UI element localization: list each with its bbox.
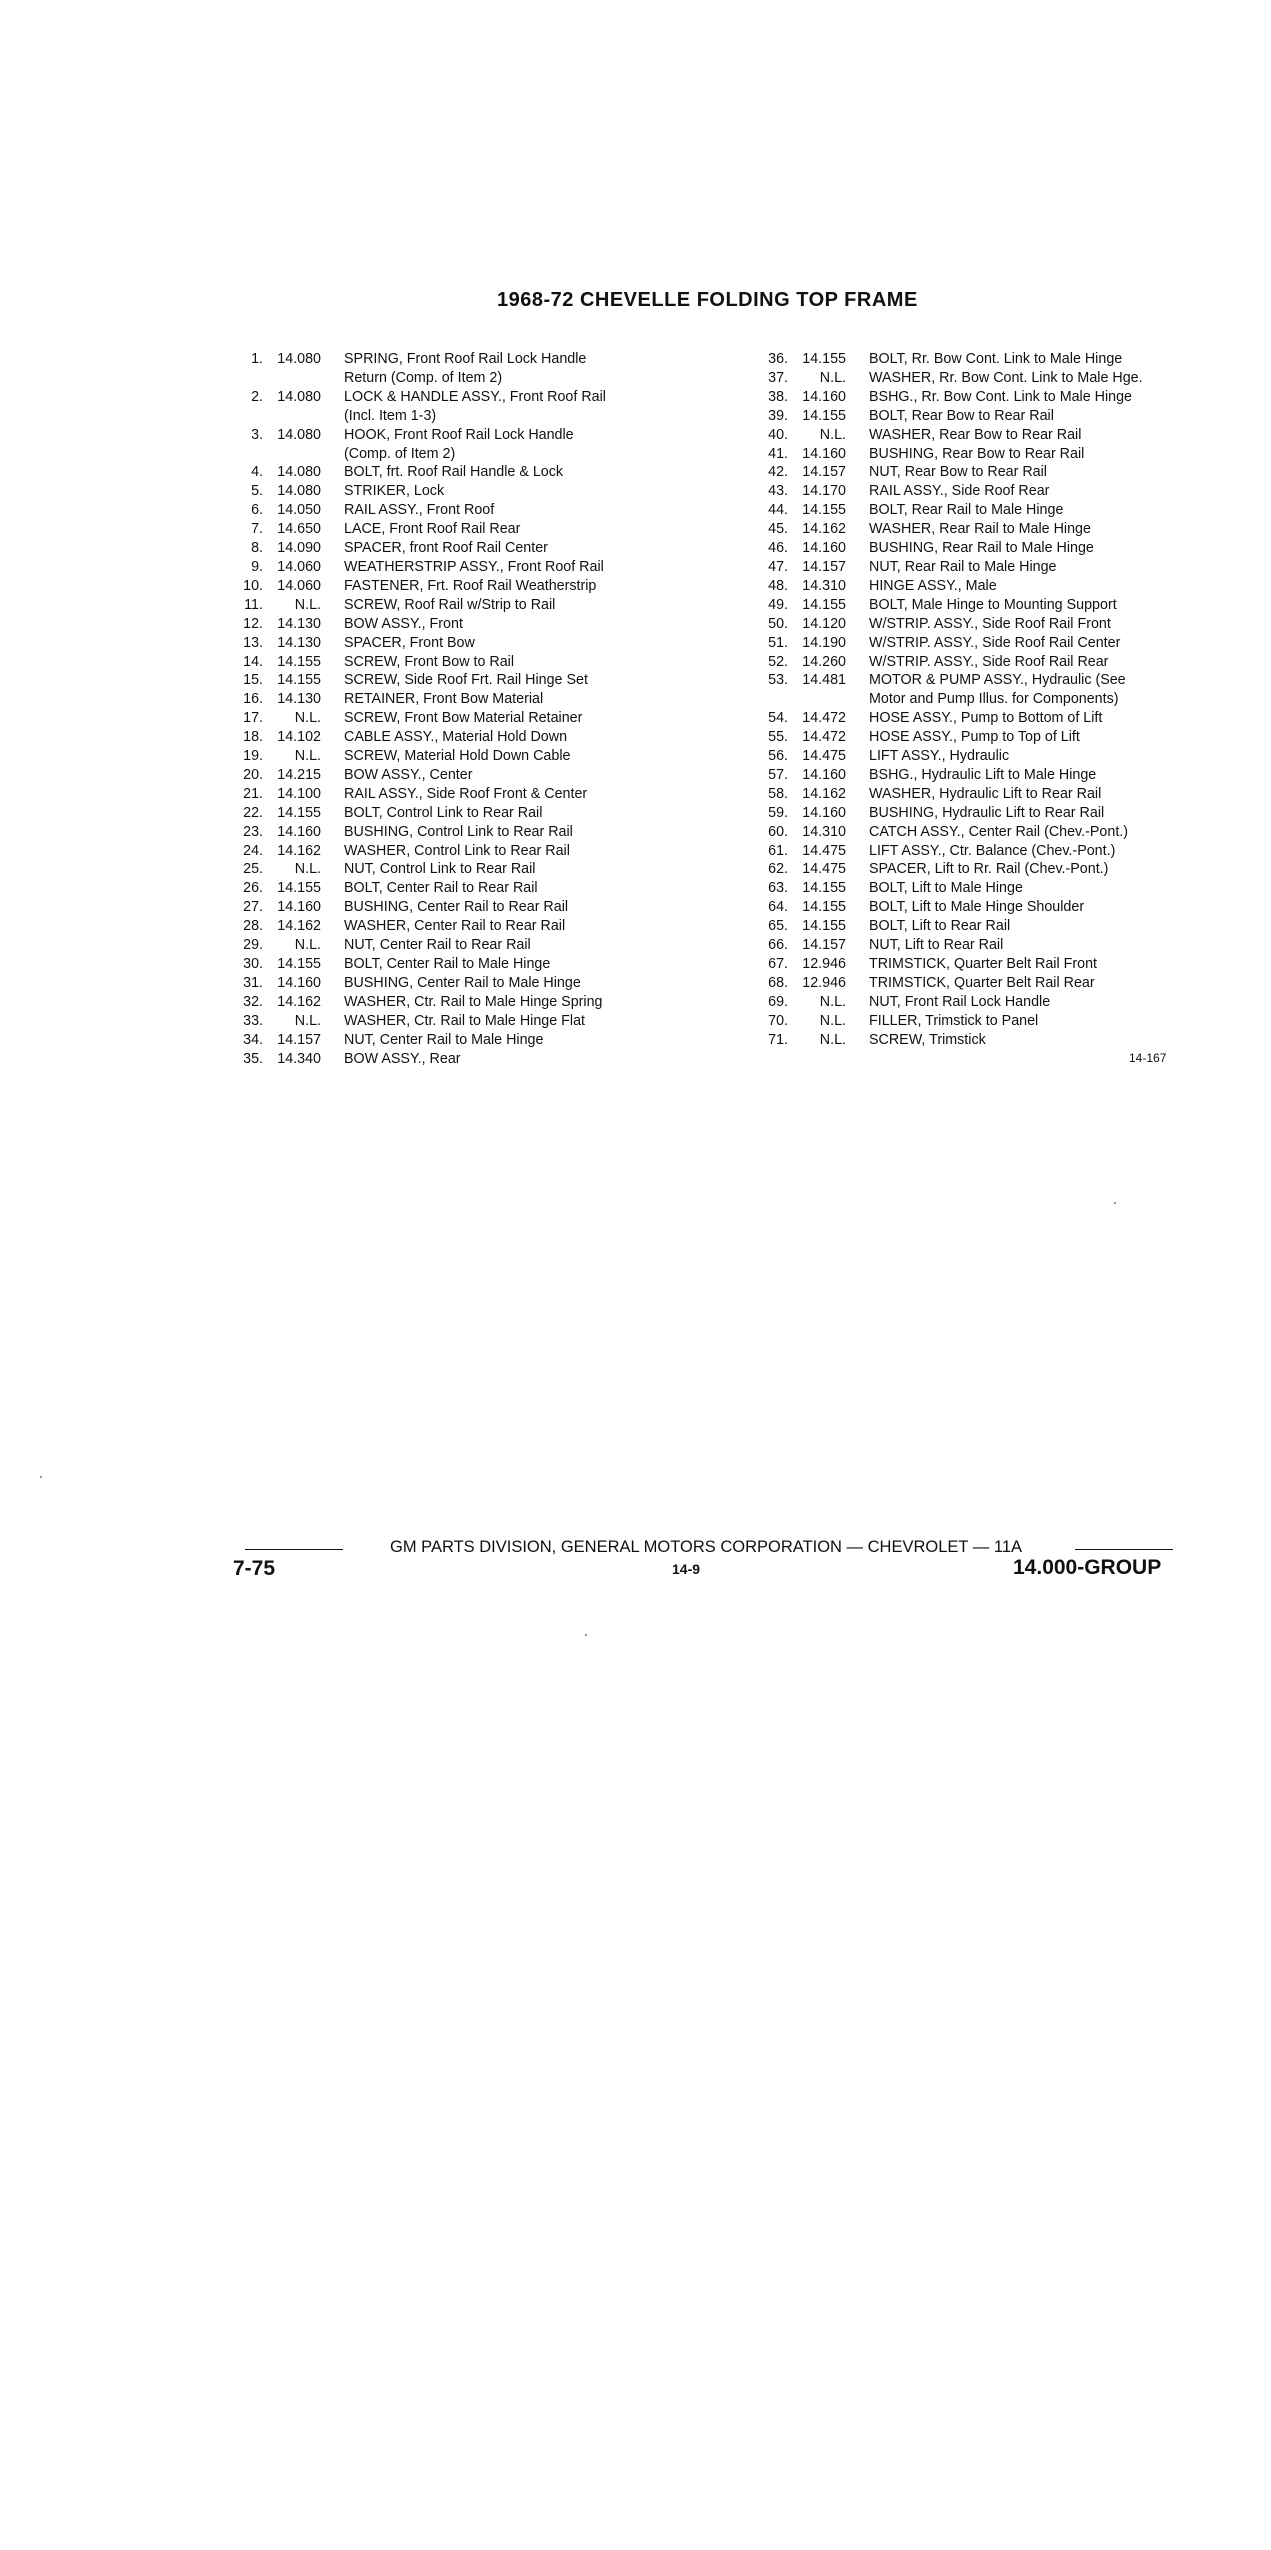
part-row (215, 747, 735, 766)
part-row (215, 1031, 735, 1050)
part-row (740, 1031, 1220, 1050)
scan-speck (585, 1634, 587, 1636)
part-number: 38. (768, 388, 788, 405)
part-group-code: 14.472 (802, 710, 846, 727)
part-description: BOLT, Center Rail to Male Hinge (344, 956, 551, 972)
part-number: 22. (243, 804, 263, 821)
part-row (740, 823, 1220, 842)
part-number: 9. (251, 558, 263, 575)
part-group-code: N.L. (819, 369, 846, 386)
part-group-code: 14.170 (802, 483, 846, 500)
part-group-code: 14.190 (802, 634, 846, 651)
part-group-code: 14.155 (802, 899, 846, 916)
part-description: HOSE ASSY., Pump to Bottom of Lift (869, 710, 1103, 727)
part-group-code: 14.050 (277, 502, 321, 519)
part-group-code: 14.162 (277, 918, 321, 935)
part-group-code: 14.475 (802, 861, 846, 878)
part-description: BUSHING, Control Link to Rear Rail (344, 823, 573, 840)
part-row (740, 653, 1220, 672)
part-description: SCREW, Front Bow Material Retainer (344, 710, 583, 727)
part-row (215, 842, 735, 861)
part-row (740, 728, 1220, 747)
part-row (740, 842, 1220, 861)
part-row (215, 785, 735, 804)
part-row (740, 860, 1220, 879)
footer-corporation: GM PARTS DIVISION, GENERAL MOTORS CORPORATION — CHEVROLET — 11A (390, 1538, 1023, 1556)
part-number: 19. (243, 748, 263, 765)
part-description: BOLT, Lift to Male Hinge (869, 880, 1023, 897)
part-number: 24. (243, 842, 263, 859)
part-description: STRIKER, Lock (344, 483, 445, 500)
part-group-code: N.L. (819, 1012, 846, 1029)
part-description: W/STRIP. ASSY., Side Roof Rail Front (869, 615, 1111, 632)
part-number: 64. (768, 899, 788, 916)
part-group-code: 14.155 (277, 880, 321, 897)
part-number: 29. (243, 937, 263, 954)
part-row (215, 520, 735, 539)
part-description: LOCK & HANDLE ASSY., Front Roof Rail (Incl. Item 1-3) (344, 388, 606, 424)
part-group-code: N.L. (294, 937, 321, 954)
part-row (215, 709, 735, 728)
part-row (215, 388, 735, 426)
part-number: 52. (768, 653, 788, 670)
part-description: CATCH ASSY., Center Rail (Chev.-Pont.) (869, 823, 1129, 840)
part-row (740, 501, 1220, 520)
part-row (215, 993, 735, 1012)
part-description: BOLT, Rear Rail to Male Hinge (869, 502, 1064, 519)
part-row (740, 936, 1220, 955)
part-row (215, 823, 735, 842)
part-number: 5. (251, 483, 263, 500)
part-description: WASHER, Rear Bow to Rear Rail (869, 426, 1082, 443)
part-description: NUT, Rear Rail to Male Hinge (869, 558, 1057, 575)
part-row (740, 407, 1220, 426)
part-row (740, 369, 1220, 388)
part-group-code: 14.080 (277, 483, 321, 500)
part-number: 65. (768, 918, 788, 935)
part-description: BOLT, frt. Roof Rail Handle & Lock (344, 464, 564, 481)
part-group-code: N.L. (294, 596, 321, 613)
part-description: WASHER, Rr. Bow Cont. Link to Male Hge. (869, 369, 1143, 386)
part-description: HOSE ASSY., Pump to Top of Lift (869, 729, 1080, 746)
part-description: BOW ASSY., Rear (344, 1050, 461, 1067)
part-description: CABLE ASSY., Material Hold Down (344, 729, 568, 746)
part-number: 39. (768, 407, 788, 424)
part-group-code: 14.157 (802, 558, 846, 575)
part-number: 63. (768, 880, 788, 897)
part-number: 60. (768, 823, 788, 840)
part-row (215, 936, 735, 955)
part-number: 51. (768, 634, 788, 651)
part-description: BOLT, Control Link to Rear Rail (344, 804, 543, 821)
part-group-code: 14.157 (802, 937, 846, 954)
part-group-code: 14.130 (277, 634, 321, 651)
part-group-code: 14.080 (277, 426, 321, 443)
part-number: 70. (768, 1012, 788, 1029)
part-description: HINGE ASSY., Male (869, 577, 997, 594)
part-row (215, 558, 735, 577)
part-row (215, 690, 735, 709)
part-row (740, 426, 1220, 445)
part-number: 4. (251, 464, 263, 481)
part-group-code: 14.155 (802, 918, 846, 935)
part-description: FILLER, Trimstick to Panel (869, 1012, 1039, 1029)
part-number: 31. (243, 974, 263, 991)
part-group-code: 14.102 (277, 729, 321, 746)
part-number: 54. (768, 710, 788, 727)
part-group-code: 14.155 (277, 804, 321, 821)
part-group-code: 14.155 (277, 672, 321, 689)
part-number: 44. (768, 502, 788, 519)
part-group-code: 14.340 (277, 1050, 321, 1067)
part-row (215, 879, 735, 898)
part-number: 46. (768, 540, 788, 557)
part-number: 71. (768, 1031, 788, 1048)
part-description: SCREW, Trimstick (869, 1031, 986, 1048)
part-row (215, 539, 735, 558)
part-group-code: 14.310 (802, 577, 846, 594)
scan-speck (40, 1476, 42, 1478)
part-number: 32. (243, 993, 263, 1010)
part-description: SCREW, Material Hold Down Cable (344, 748, 571, 765)
part-description: WASHER, Ctr. Rail to Male Hinge Flat (344, 1012, 585, 1029)
part-row (740, 747, 1220, 766)
part-row (215, 671, 735, 690)
part-row (740, 577, 1220, 596)
part-group-code: 14.160 (802, 766, 846, 783)
part-number: 30. (243, 956, 263, 972)
part-group-code: N.L. (294, 861, 321, 878)
part-description: NUT, Lift to Rear Rail (869, 937, 1004, 954)
part-number: 25. (243, 861, 263, 878)
part-group-code: 14.155 (802, 351, 846, 367)
part-description: SCREW, Front Bow to Rail (344, 653, 515, 670)
part-group-code: 14.155 (802, 596, 846, 613)
part-description: WASHER, Control Link to Rear Rail (344, 842, 570, 859)
part-row (740, 634, 1220, 653)
part-row (740, 1012, 1220, 1031)
part-row (740, 766, 1220, 785)
part-group-code: 14.090 (277, 540, 321, 557)
part-number: 18. (243, 729, 263, 746)
part-description: NUT, Center Rail to Rear Rail (344, 937, 531, 954)
footer-rule-right (1075, 1549, 1173, 1550)
part-group-code: 14.160 (802, 540, 846, 557)
part-number: 8. (251, 540, 263, 557)
part-row (740, 879, 1220, 898)
part-group-code: 14.310 (802, 823, 846, 840)
part-group-code: 14.100 (277, 785, 321, 802)
part-number: 49. (768, 596, 788, 613)
part-group-code: 14.155 (277, 653, 321, 670)
part-number: 34. (243, 1031, 263, 1048)
part-group-code: 14.155 (802, 502, 846, 519)
part-row (740, 558, 1220, 577)
part-number: 7. (251, 521, 263, 538)
part-number: 21. (243, 785, 263, 802)
part-row (215, 728, 735, 747)
part-description: WASHER, Hydraulic Lift to Rear Rail (869, 785, 1102, 802)
part-number: 48. (768, 577, 788, 594)
part-group-code: 14.160 (802, 445, 846, 462)
part-number: 67. (768, 956, 788, 972)
part-row (215, 482, 735, 501)
part-group-code: 14.080 (277, 464, 321, 481)
part-group-code: 12.946 (802, 974, 846, 991)
part-description: BOLT, Center Rail to Rear Rail (344, 880, 538, 897)
part-description: SCREW, Roof Rail w/Strip to Rail (344, 596, 556, 613)
part-group-code: N.L. (819, 993, 846, 1010)
page-title: 1968-72 CHEVELLE FOLDING TOP FRAME (497, 289, 918, 311)
footer-date: 7-75 (233, 1557, 276, 1580)
part-description: LIFT ASSY., Hydraulic (869, 748, 1010, 765)
part-row (215, 463, 735, 482)
part-number: 62. (768, 861, 788, 878)
part-number: 50. (768, 615, 788, 632)
part-number: 57. (768, 766, 788, 783)
part-number: 27. (243, 899, 263, 916)
part-number: 61. (768, 842, 788, 859)
part-row (215, 653, 735, 672)
part-description: BOLT, Rear Bow to Rear Rail (869, 407, 1054, 424)
part-number: 36. (768, 351, 788, 367)
part-row (740, 898, 1220, 917)
part-number: 11. (244, 596, 263, 613)
part-description: NUT, Rear Bow to Rear Rail (869, 464, 1047, 481)
part-row (215, 350, 735, 388)
part-group-code: N.L. (819, 1031, 846, 1048)
part-row (740, 917, 1220, 936)
part-group-code: 14.130 (277, 615, 321, 632)
footer-group: 14.000-GROUP (1013, 1556, 1162, 1579)
part-row (215, 860, 735, 879)
part-description: RAIL ASSY., Side Roof Front & Center (344, 785, 588, 802)
part-group-code: 14.162 (277, 842, 321, 859)
part-number: 3. (251, 426, 263, 443)
part-group-code: 14.475 (802, 748, 846, 765)
part-description: WASHER, Rear Rail to Male Hinge (869, 521, 1091, 538)
part-description: WASHER, Ctr. Rail to Male Hinge Spring (344, 993, 603, 1010)
part-number: 45. (768, 521, 788, 538)
part-row (215, 596, 735, 615)
part-row (740, 709, 1220, 728)
part-group-code: 14.650 (277, 521, 321, 538)
part-group-code: 14.475 (802, 842, 846, 859)
part-number: 40. (768, 426, 788, 443)
part-number: 37. (768, 369, 788, 386)
parts-list-right (740, 350, 1220, 1050)
part-group-code: 14.162 (802, 785, 846, 802)
part-description: LACE, Front Roof Rail Rear (344, 521, 521, 538)
part-group-code: 14.155 (802, 407, 846, 424)
part-description: RAIL ASSY., Front Roof (344, 502, 495, 519)
part-description: W/STRIP. ASSY., Side Roof Rail Center (869, 634, 1121, 651)
part-number: 14. (243, 653, 263, 670)
scan-speck (1114, 1202, 1116, 1204)
part-description: BOW ASSY., Center (344, 766, 473, 783)
part-row (215, 1050, 735, 1069)
part-description: BOLT, Lift to Rear Rail (869, 918, 1011, 935)
part-number: 26. (243, 880, 263, 897)
part-group-code: 14.130 (277, 691, 321, 708)
part-description: RETAINER, Front Bow Material (344, 691, 544, 708)
part-group-code: 14.060 (277, 577, 321, 594)
part-row (740, 804, 1220, 823)
part-row (740, 955, 1220, 974)
part-description: BSHG., Rr. Bow Cont. Link to Male Hinge (869, 388, 1133, 405)
part-group-code: 14.155 (277, 956, 321, 972)
part-number: 13. (243, 634, 263, 651)
part-description: NUT, Control Link to Rear Rail (344, 861, 536, 878)
part-row (215, 917, 735, 936)
part-description: RAIL ASSY., Side Roof Rear (869, 483, 1050, 500)
part-group-code: 14.080 (277, 351, 321, 367)
part-row (740, 463, 1220, 482)
part-group-code: 14.162 (277, 993, 321, 1010)
part-description: BOLT, Rr. Bow Cont. Link to Male Hinge (869, 351, 1123, 367)
part-number: 12. (243, 615, 263, 632)
part-row (740, 671, 1220, 709)
part-group-code: 14.060 (277, 558, 321, 575)
part-group-code: 14.157 (802, 464, 846, 481)
part-row (215, 426, 735, 464)
part-description: TRIMSTICK, Quarter Belt Rail Front (869, 956, 1098, 972)
part-description: SCREW, Side Roof Frt. Rail Hinge Set (344, 672, 588, 689)
part-row (740, 974, 1220, 993)
part-number: 28. (243, 918, 263, 935)
part-description: SPRING, Front Roof Rail Lock Handle Return (Comp. of Item 2) (344, 351, 587, 386)
figure-reference: 14-167 (1129, 1051, 1167, 1065)
part-description: LIFT ASSY., Ctr. Balance (Chev.-Pont.) (869, 842, 1116, 859)
part-row (740, 785, 1220, 804)
part-number: 68. (768, 974, 788, 991)
part-group-code: 14.157 (277, 1031, 321, 1048)
part-row (740, 350, 1220, 369)
footer-rule-left (245, 1549, 343, 1550)
part-number: 42. (768, 464, 788, 481)
part-row (740, 615, 1220, 634)
part-row (740, 596, 1220, 615)
part-row (215, 1012, 735, 1031)
part-number: 66. (768, 937, 788, 954)
part-number: 56. (768, 748, 788, 765)
part-number: 23. (243, 823, 263, 840)
part-row (740, 520, 1220, 539)
part-row (215, 955, 735, 974)
part-row (215, 501, 735, 520)
part-number: 6. (251, 502, 263, 519)
part-number: 17. (243, 710, 263, 727)
part-group-code: 14.260 (802, 653, 846, 670)
part-description: BUSHING, Center Rail to Male Hinge (344, 974, 581, 991)
part-description: BUSHING, Hydraulic Lift to Rear Rail (869, 804, 1105, 821)
part-group-code: 14.160 (802, 804, 846, 821)
part-description: BOW ASSY., Front (344, 615, 463, 632)
part-group-code: N.L. (294, 710, 321, 727)
part-description: TRIMSTICK, Quarter Belt Rail Rear (869, 974, 1095, 991)
part-number: 47. (768, 558, 788, 575)
part-number: 1. (251, 351, 263, 367)
part-number: 20. (243, 766, 263, 783)
part-number: 53. (768, 672, 788, 689)
part-group-code: 14.155 (802, 880, 846, 897)
part-group-code: 14.160 (277, 899, 321, 916)
part-group-code: 14.120 (802, 615, 846, 632)
part-number: 33. (243, 1012, 263, 1029)
part-description: SPACER, Front Bow (344, 634, 475, 651)
part-number: 59. (768, 804, 788, 821)
part-description: BOLT, Male Hinge to Mounting Support (869, 596, 1117, 613)
part-number: 35. (243, 1050, 263, 1067)
part-group-code: 12.946 (802, 956, 846, 972)
part-description: BUSHING, Rear Bow to Rear Rail (869, 445, 1085, 462)
part-group-code: 14.160 (802, 388, 846, 405)
part-group-code: N.L. (294, 1012, 321, 1029)
part-description: HOOK, Front Roof Rail Lock Handle (Comp. of Item 2) (344, 426, 574, 462)
part-group-code: N.L. (294, 748, 321, 765)
part-group-code: 14.162 (802, 521, 846, 538)
part-description: W/STRIP. ASSY., Side Roof Rail Rear (869, 653, 1109, 670)
part-number: 43. (768, 483, 788, 500)
part-description: BUSHING, Center Rail to Rear Rail (344, 899, 569, 916)
part-row (740, 539, 1220, 558)
part-number: 69. (768, 993, 788, 1010)
part-row (740, 482, 1220, 501)
part-number: 10. (243, 577, 263, 594)
part-description: BSHG., Hydraulic Lift to Male Hinge (869, 766, 1097, 783)
part-row (215, 577, 735, 596)
part-row (215, 634, 735, 653)
part-row (215, 804, 735, 823)
part-group-code: 14.080 (277, 388, 321, 405)
part-description: WASHER, Center Rail to Rear Rail (344, 918, 566, 935)
part-row (215, 766, 735, 785)
part-description: NUT, Center Rail to Male Hinge (344, 1031, 544, 1048)
part-row (740, 993, 1220, 1012)
part-group-code: 14.481 (802, 672, 846, 689)
part-number: 58. (768, 785, 788, 802)
part-number: 55. (768, 729, 788, 746)
part-row (215, 898, 735, 917)
part-description: BUSHING, Rear Rail to Male Hinge (869, 540, 1094, 557)
part-row (215, 974, 735, 993)
part-number: 2. (251, 388, 263, 405)
part-group-code: 14.160 (277, 974, 321, 991)
part-number: 41. (768, 445, 788, 462)
part-group-code: 14.215 (277, 766, 321, 783)
part-description: MOTOR & PUMP ASSY., Hydraulic (See Motor and Pump Illus. for Components) (869, 672, 1126, 708)
part-group-code: N.L. (819, 426, 846, 443)
footer-page-number: 14-9 (672, 1561, 701, 1577)
part-description: NUT, Front Rail Lock Handle (869, 993, 1051, 1010)
part-group-code: 14.472 (802, 729, 846, 746)
part-number: 15. (243, 672, 263, 689)
parts-list-left (215, 350, 735, 1068)
part-row (740, 388, 1220, 407)
part-row (740, 445, 1220, 464)
part-number: 16. (243, 691, 263, 708)
part-description: SPACER, Lift to Rr. Rail (Chev.-Pont.) (869, 861, 1109, 878)
part-description: BOLT, Lift to Male Hinge Shoulder (869, 899, 1085, 916)
part-description: FASTENER, Frt. Roof Rail Weatherstrip (344, 577, 597, 594)
part-row (215, 615, 735, 634)
part-description: WEATHERSTRIP ASSY., Front Roof Rail (344, 558, 604, 575)
part-group-code: 14.160 (277, 823, 321, 840)
part-description: SPACER, front Roof Rail Center (344, 540, 548, 557)
